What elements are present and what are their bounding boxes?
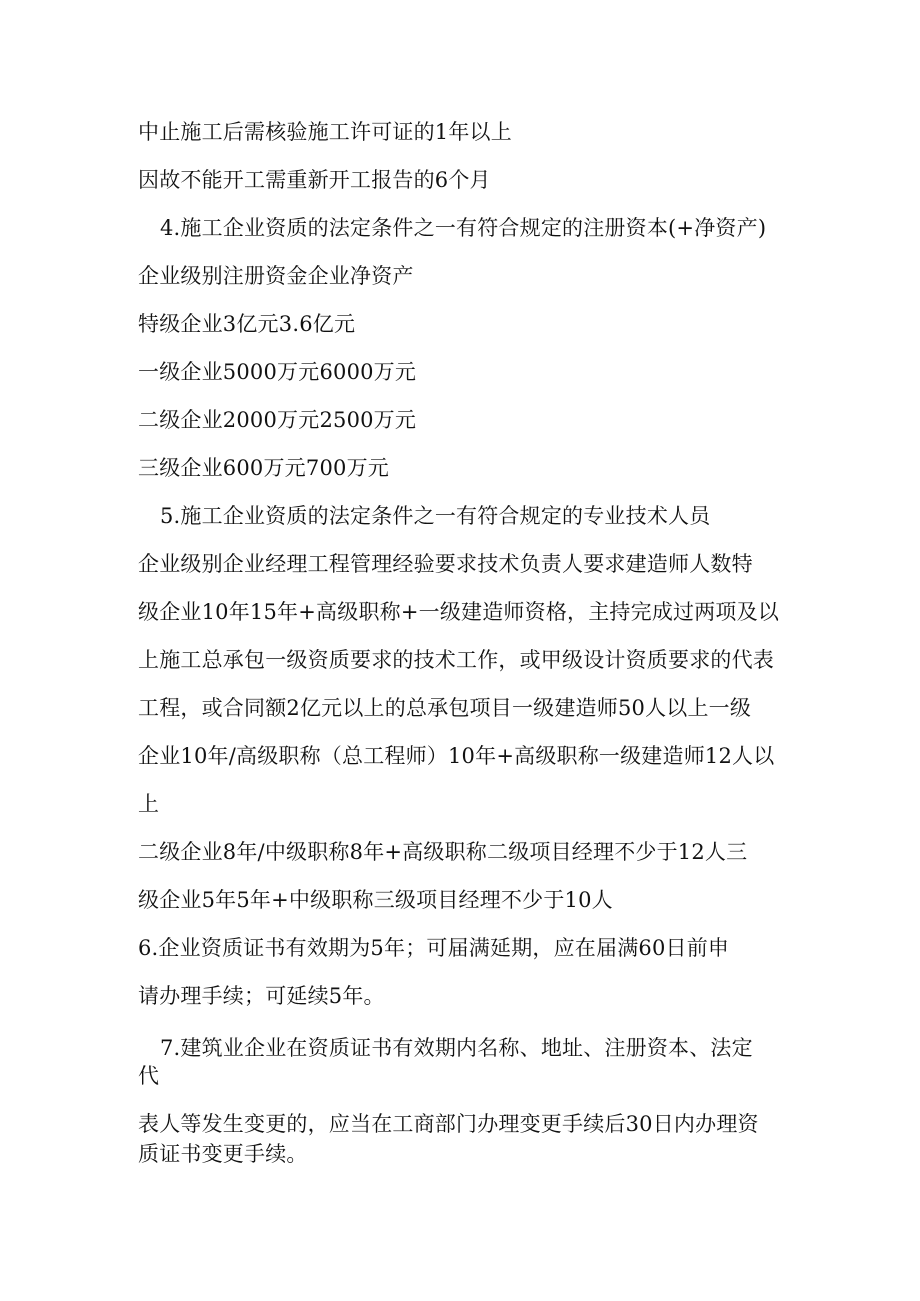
heading-item-5: 5.施工企业资质的法定条件之一有符合规定的专业技术人员: [160, 504, 711, 528]
text-line-third-grade: 三级企业600万元700万元: [138, 456, 389, 480]
text-line-change-1: 代: [138, 1064, 160, 1088]
text-line-special-grade: 特级企业3亿元3.6亿元: [138, 312, 356, 336]
text-line-validity: 请办理手续；可延续5年。: [138, 984, 385, 1008]
text-line-personnel-1: 企业级别企业经理工程管理经验要求技术负责人要求建造师人数特: [138, 552, 753, 576]
heading-item-4: 4.施工企业资质的法定条件之一有符合规定的注册资本(+净资产): [160, 216, 767, 240]
text-line-capital-header: 企业级别注册资金企业净资产: [138, 264, 414, 288]
text-line-start-report: 因故不能开工需重新开工报告的6个月: [138, 168, 491, 192]
text-line-change-2: 表人等发生变更的，应当在工商部门办理变更手续后30日内办理资: [138, 1112, 759, 1136]
text-line-personnel-8: 级企业5年5年+中级职称三级项目经理不少于10人: [138, 888, 613, 912]
text-line-change-3: 质证书变更手续。: [138, 1142, 308, 1166]
text-line-personnel-7: 二级企业8年/中级职称8年+高级职称二级项目经理不少于12人三: [138, 840, 748, 864]
text-line-first-grade: 一级企业5000万元6000万元: [138, 360, 417, 384]
heading-item-6: 6.企业资质证书有效期为5年；可届满延期，应在届满60日前申: [138, 936, 730, 960]
heading-item-7: 7.建筑业企业在资质证书有效期内名称、地址、注册资本、法定: [160, 1036, 753, 1060]
text-line-personnel-6: 上: [138, 792, 160, 816]
text-line-personnel-4: 工程，或合同额2亿元以上的总承包项目一级建造师50人以上一级: [138, 696, 752, 720]
text-line-personnel-3: 上施工总承包一级资质要求的技术工作，或甲级设计资质要求的代表: [138, 648, 774, 672]
text-line-suspension-permit: 中止施工后需核验施工许可证的1年以上: [138, 120, 512, 144]
text-line-second-grade: 二级企业2000万元2500万元: [138, 408, 417, 432]
text-line-personnel-5: 企业10年/高级职称（总工程师）10年+高级职称一级建造师12人以: [138, 744, 775, 768]
text-line-personnel-2: 级企业10年15年+高级职称+一级建造师资格，主持完成过两项及以: [138, 600, 780, 624]
